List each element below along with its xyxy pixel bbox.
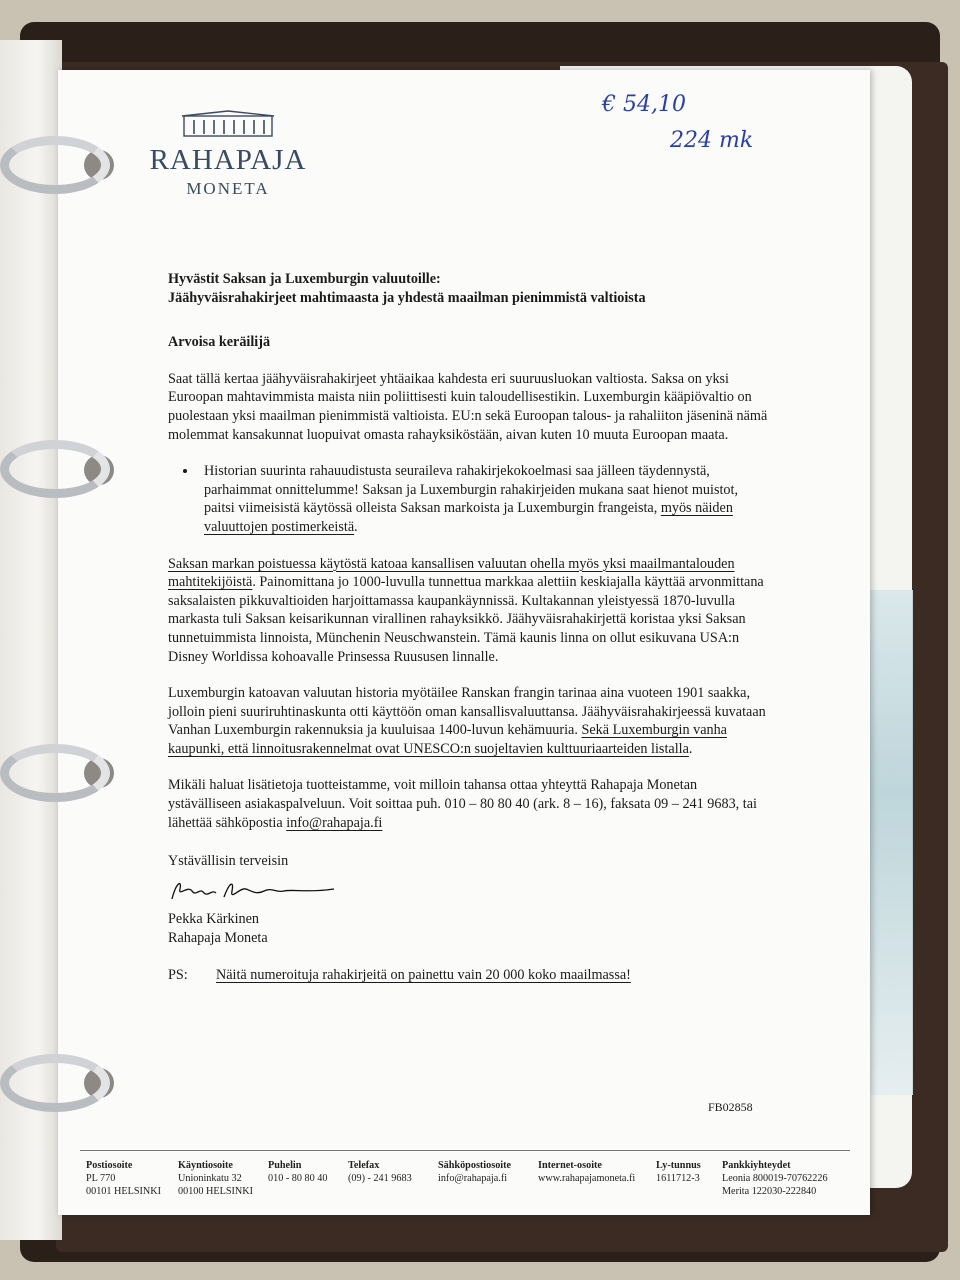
letter-footer — [80, 1150, 850, 1197]
binder-ring — [0, 744, 110, 802]
footer-fax: Telefax (09) - 241 9683 — [348, 1160, 412, 1184]
handwritten-price-euro: € 54,10 — [602, 92, 686, 117]
sender-company: Rahapaja Moneta — [168, 930, 268, 947]
ps-label: PS: — [168, 966, 188, 983]
signature — [168, 875, 338, 905]
binder-ring — [0, 136, 110, 194]
postscript — [168, 966, 768, 985]
building-icon — [178, 110, 278, 138]
letter-body — [168, 270, 768, 984]
email-link[interactable]: info@rahapaja.fi — [286, 814, 383, 831]
paragraph-2: Saksan markan poistuessa käytöstä katoaa kansallisen valuutan ohella myös yksi maailmantalouden mahtitekijöistä. Painomittana jo 1000-luvulla tunnettua markkaa alettiin keskiajalla käyttää arvonmittana saksalaisten pikkuvaltioiden harjoittamassa kaupankäynnissä. Kultakannan yleistyessä 1870-luvulla markasta tuli Saksan keisarikunnan virallinen rahayksikkö. Jäähyväisrahakirjettä koristaa yksi Saksan tunnetuimmista linnoista, Münchenin Neuschwanstein. Tämä kaunis linna on ollut esikuvana USA:n Disney Worldissa kohoavalle Prinsessa Ruususen linnalle. — [168, 555, 764, 665]
footer-postal: Postiosoite PL 770 00101 HELSINKI — [86, 1160, 161, 1197]
list-item: • Historian suurinta rahauudistusta seuraileva rahakirjekokoelmasi saa jälleen täydennystä, parhaimmat onnittelumme! Saksan ja Luxemburgin rahakirjeiden mukana saat hienot muistot, paitsi viimeisistä käytössä olleista Saksan markoista ja Luxemburgin frangeista, myös näiden valuuttojen postimerkeistä. — [198, 462, 768, 536]
footer-website: Internet-osoite www.rahapajamoneta.fi — [538, 1160, 636, 1184]
underlined-text: Saksan markan poistuessa käytöstä katoaa kansallisen valuutan ohella myös yksi maailmantalouden mahtitekijöistä — [168, 555, 735, 591]
document-code: FB02858 — [708, 1100, 753, 1114]
headline-line-2: Jäähyväisrahakirjeet mahtimaasta ja yhdestä maailman pienimmistä valtioista — [168, 289, 646, 306]
footer-email: Sähköpostiosoite info@rahapaja.fi — [438, 1160, 512, 1184]
footer-business-id: Ly-tunnus 1611712-3 — [656, 1160, 701, 1184]
logo-subtitle: MONETA — [186, 179, 270, 198]
underlined-text: myös näiden valuuttojen postimerkeistä — [204, 500, 733, 535]
footer-bank: Pankkiyhteydet Leonia 800019-70762226 Merita 122030-222840 — [722, 1160, 828, 1197]
paragraph-3: Luxemburgin katoavan valuutan historia myötäilee Ranskan frangin tarinaa aina vuoteen 1901 saakka, jolloin pieni suuriruhtinaskunta otti käyttöön oman kansallisvaluuttansa. Jäähyväisrahakirjeessä kuvataan Vanhan Luxemburgin rakennuksia ja kuuluisaa 1400-luvun kehämuuria. Sekä Luxemburgin vanha kaupunki, että linnoitusrakennelmat ovat UNESCO:n suojeltavien kulttuuriaarteiden listalla. — [168, 685, 766, 757]
letter-page — [58, 70, 870, 1215]
footer-phone: Puhelin 010 - 80 80 40 — [268, 1160, 328, 1184]
ps-text: Näitä numeroituja rahakirjeitä on painettu vain 20 000 koko maailmassa! — [216, 966, 631, 983]
handwritten-price-markka: 224 mk — [670, 128, 754, 153]
headline-line-1: Hyvästit Saksan ja Luxemburgin valuutoille: — [168, 271, 441, 287]
binder-ring — [0, 1054, 110, 1112]
company-logo — [118, 110, 338, 199]
closing: Ystävällisin terveisin — [168, 853, 289, 870]
logo-title: RAHAPAJA — [149, 144, 307, 176]
bullet-list — [168, 462, 768, 536]
underlined-text: Sekä Luxemburgin vanha kaupunki, että linnoitusrakennelmat ovat UNESCO:n suojeltavien kulttuuriaarteiden listalla — [168, 722, 727, 757]
paragraph-1: Saat tällä kertaa jäähyväisrahakirjeet yhtäaikaa kahdesta eri suuruusluokan valtiosta. Saksa on yksi Euroopan mahtavimmista maista niin poliittisesti kuin taloudellisestikin. Luxemburgin kääpiövaltio on puolestaan yksi maailman pienimmistä valtioista. EU:n sekä Euroopan talous- ja rahaliiton jäseninä nämä molemmat kansakunnat luopuivat omasta rahayksiköstään, aivan kuten 10 muuta Euroopan maata. — [168, 370, 768, 443]
salutation: Arvoisa keräilijä — [168, 334, 271, 351]
paragraph-4: Mikäli haluat lisätietoja tuotteistamme, voit milloin tahansa ottaa yhteyttä Rahapaja Monetan ystävälliseen asiakaspalveluun. Voit soittaa puh. 010 – 80 80 40 (ark. 8 – 16), faksata 09 – 241 9683, tai lähettää sähköpostia info@rahapaja.fi — [168, 777, 757, 831]
binder-ring — [0, 440, 110, 498]
footer-visiting: Käyntiosoite Unioninkatu 32 00100 HELSINKI — [178, 1160, 253, 1197]
sender-name: Pekka Kärkinen — [168, 911, 260, 928]
